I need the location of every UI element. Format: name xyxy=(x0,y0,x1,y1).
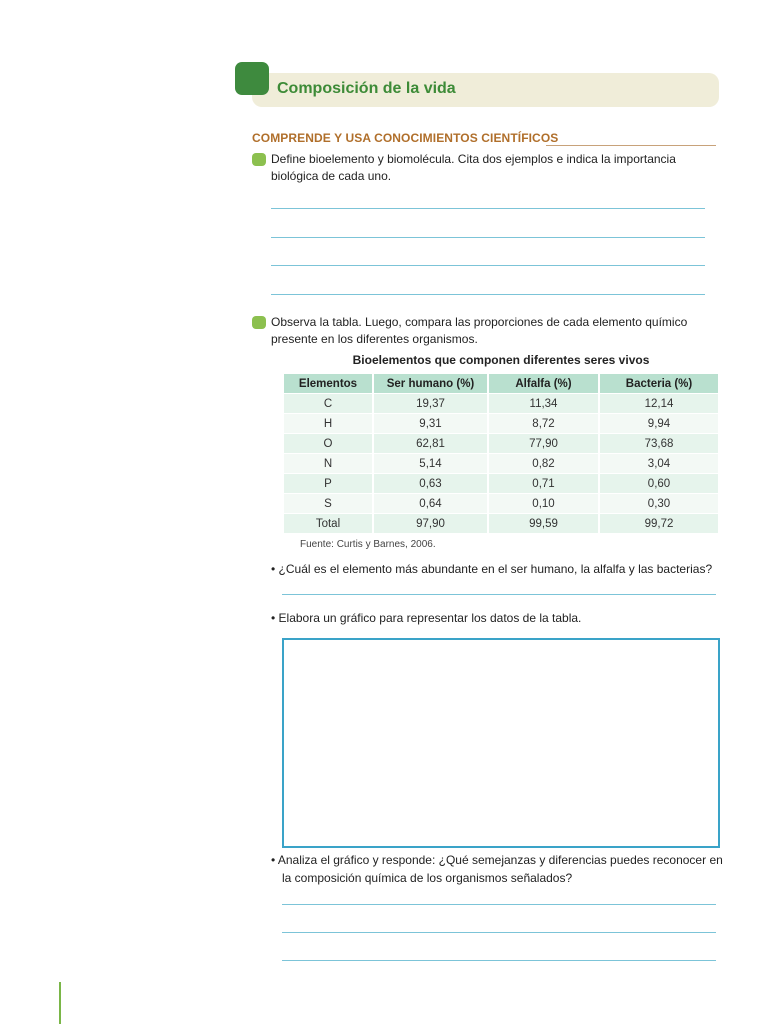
question-1-bullet-icon xyxy=(252,153,266,166)
table-cell: 3,04 xyxy=(599,454,718,474)
table-cell: 0,10 xyxy=(488,494,599,514)
answer-line[interactable] xyxy=(271,294,705,295)
table-cell: 0,71 xyxy=(488,474,599,494)
table-cell: Total xyxy=(284,514,373,534)
table-source: Fuente: Curtis y Barnes, 2006. xyxy=(300,539,436,550)
table-header-cell: Alfalfa (%) xyxy=(488,374,599,394)
subquestion-b: • Elabora un gráfico para representar los datos de la tabla. xyxy=(271,611,582,625)
table-cell: 99,59 xyxy=(488,514,599,534)
question-2-line-1: Observa la tabla. Luego, compara las proporciones de cada elemento químico xyxy=(271,315,688,329)
table-cell: 0,30 xyxy=(599,494,718,514)
question-2-text xyxy=(271,314,687,348)
table-cell: 97,90 xyxy=(373,514,488,534)
chart-drawing-area[interactable] xyxy=(282,638,720,848)
table-cell: 11,34 xyxy=(488,394,599,414)
question-1-text xyxy=(271,151,676,185)
section-heading: COMPRENDE Y USA CONOCIMIENTOS CIENTÍFICOS xyxy=(252,131,559,145)
table-cell: 12,14 xyxy=(599,394,718,414)
answer-line[interactable] xyxy=(282,960,716,961)
answer-line[interactable] xyxy=(271,208,705,209)
table-header-row xyxy=(284,374,718,394)
table-title: Bioelementos que componen diferentes seres vivos xyxy=(352,353,650,367)
table-row xyxy=(284,434,718,454)
subquestion-c xyxy=(271,851,723,887)
page-title: Composición de la vida xyxy=(277,80,456,97)
table-cell: 0,64 xyxy=(373,494,488,514)
answer-line[interactable] xyxy=(282,932,716,933)
table-header-cell: Ser humano (%) xyxy=(373,374,488,394)
table-header-cell: Elementos xyxy=(284,374,373,394)
table-cell: 5,14 xyxy=(373,454,488,474)
bioelements-table xyxy=(284,374,718,533)
table-cell: 62,81 xyxy=(373,434,488,454)
table-row xyxy=(284,474,718,494)
table-cell: 73,68 xyxy=(599,434,718,454)
table-cell: 9,94 xyxy=(599,414,718,434)
answer-line[interactable] xyxy=(282,904,716,905)
question-1-line-2: biológica de cada uno. xyxy=(271,169,392,183)
question-2-bullet-icon xyxy=(252,316,266,329)
table-row xyxy=(284,454,718,474)
question-2-line-2: presente en los diferentes organismos. xyxy=(271,332,478,346)
table-cell: 0,82 xyxy=(488,454,599,474)
table-cell: 99,72 xyxy=(599,514,718,534)
section-heading-rule xyxy=(546,145,716,146)
table-row xyxy=(284,394,718,414)
margin-bar xyxy=(59,982,61,1024)
title-square-icon xyxy=(235,62,269,95)
table-cell: H xyxy=(284,414,373,434)
answer-line[interactable] xyxy=(271,237,705,238)
subquestion-a: • ¿Cuál es el elemento más abundante en el ser humano, la alfalfa y las bacterias? xyxy=(271,562,713,576)
table-cell: 77,90 xyxy=(488,434,599,454)
table-cell: 9,31 xyxy=(373,414,488,434)
table-cell: 8,72 xyxy=(488,414,599,434)
table-cell: 19,37 xyxy=(373,394,488,414)
table-cell: O xyxy=(284,434,373,454)
table-header-cell: Bacteria (%) xyxy=(599,374,718,394)
question-1-line-1: Define bioelemento y biomolécula. Cita dos ejemplos e indica la importancia xyxy=(271,152,676,166)
subquestion-c-line-2: la composición química de los organismos señalados? xyxy=(282,871,573,885)
answer-line[interactable] xyxy=(271,265,705,266)
table-row-total xyxy=(284,514,718,534)
table-cell: 0,63 xyxy=(373,474,488,494)
table-row xyxy=(284,414,718,434)
table-cell: N xyxy=(284,454,373,474)
table-cell: P xyxy=(284,474,373,494)
table-cell: C xyxy=(284,394,373,414)
table-cell: S xyxy=(284,494,373,514)
table-cell: 0,60 xyxy=(599,474,718,494)
table-row xyxy=(284,494,718,514)
subquestion-c-line-1: • Analiza el gráfico y responde: ¿Qué semejanzas y diferencias puedes reconocer en xyxy=(271,853,723,867)
answer-line[interactable] xyxy=(282,594,716,595)
